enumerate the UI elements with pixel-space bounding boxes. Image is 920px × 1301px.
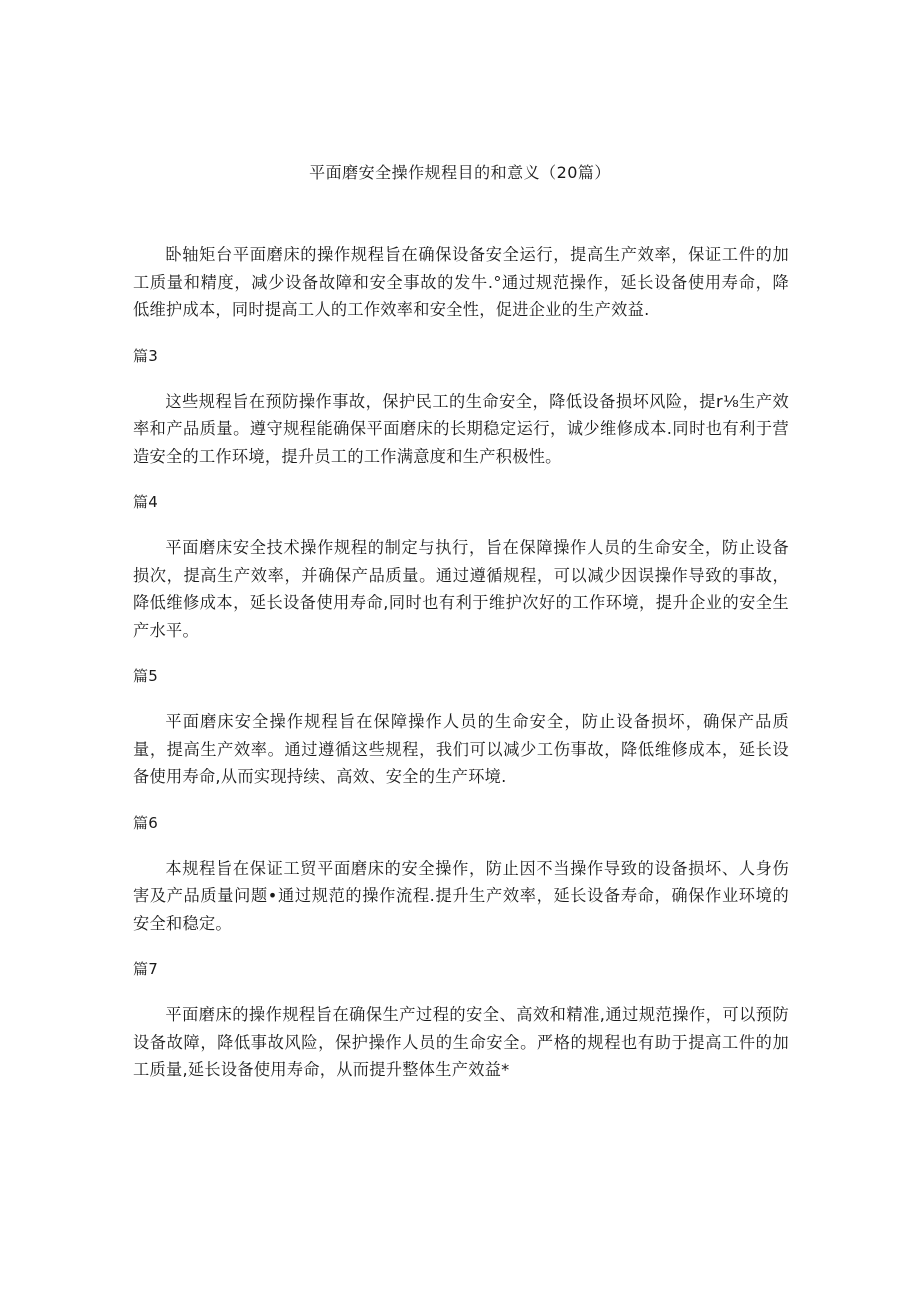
page-title: 平面磨安全操作规程目的和意义（20篇）: [309, 163, 611, 182]
section-paragraph-3: 这些规程旨在预防操作事故，保护民工的生命安全，降低设备损坏风险，提r⅛生产效率和产品质量。遵守规程能确保平面磨床的长期稳定运行，诚少维修成本.同时也有利于营造安全的工作环境，提升员工的工作满意度和生产积极性。: [133, 391, 789, 466]
document-body: [133, 241, 789, 1084]
section-heading-5: 篇5: [133, 667, 159, 685]
section-paragraph-5: 平面磨床安全操作规程旨在保障操作人员的生命安全，防止设备损坏，确保产品质量，提高生产效率。通过遵循这些规程，我们可以减少工伤事故，降低维修成本，延长设备使用寿命,从而实现持续、高效、安全的生产环境.: [133, 712, 789, 786]
section-paragraph-7: 平面磨床的操作规程旨在确保生产过程的安全、高效和精准,通过规范操作，可以预防设备故障，降低事故风险，保护操作人员的生命安全。严格的规程也有助于提高工件的加工质量,延长设备使用寿命，从而提升整体生产效益*: [133, 1005, 789, 1079]
intro-paragraph: 卧轴矩台平面磨床的操作规程旨在确保设备安全运行，提高生产效率，保证工件的加工质量和精度，减少设备故障和安全事故的发牛.°通过规范操作，延长设备使用寿命，降低维护成本，同时提高工人的工作效率和安全性，促进企业的生产效益.: [133, 245, 789, 319]
section-paragraph-4: 平面磨床安全技术操作规程的制定与执行，旨在保障操作人员的生命安全，防止设备损次，提高生产效率，并确保产品质量。通过遵循规程，可以减少因误操作导致的事故，降低维修成本，延长设备使用寿命,同时也有利于维护次好的工作环境，提升企业的安全生产水平。: [133, 538, 789, 640]
section-heading-4: 篇4: [133, 493, 159, 511]
section-heading-6: 篇6: [133, 813, 159, 832]
section-heading-7: 篇7: [133, 960, 159, 978]
section-paragraph-6: 本规程旨在保证工贸平面磨床的安全操作，防止因不当操作导致的设备损坏、人身伤害及产品质量问题•通过规范的操作流程.提升生产效率，延长设备寿命，确保作业环境的安全和稳定。: [133, 858, 789, 933]
section-heading-3: 篇3: [133, 346, 159, 365]
